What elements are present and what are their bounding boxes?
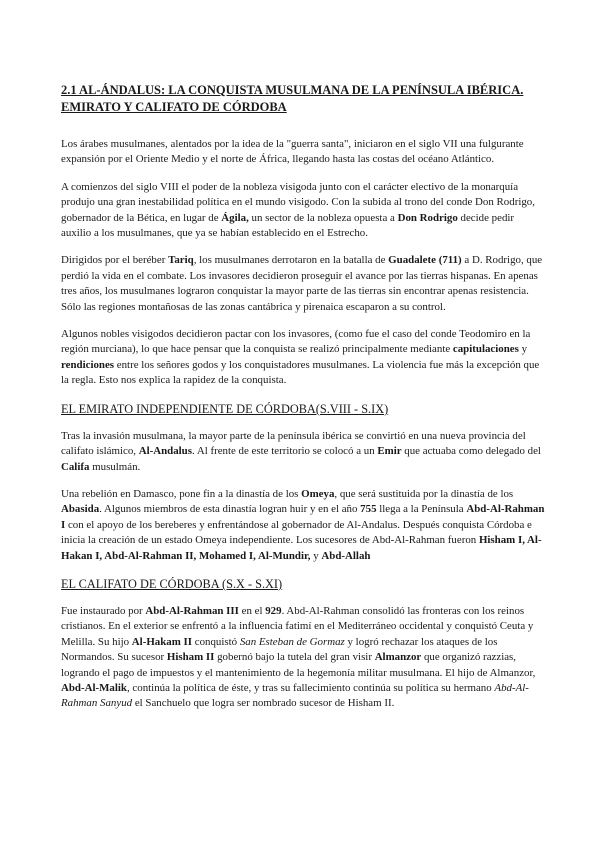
text: con el apoyo de los bereberes y enfrentándose al gobernador de Al-Andalus. Después conquista Córdoba e inicia la creación de un estado Omeya independiente. Los sucesores de Abd-Al-Rahman fueron xyxy=(61,518,532,547)
text: conquistó xyxy=(192,635,240,648)
bold-term: Tariq xyxy=(168,254,194,267)
document-page xyxy=(61,82,545,724)
text: y logró rechazar los ataques de los Normandos. Su sucesor xyxy=(61,635,498,664)
text: Fue instaurado por xyxy=(61,604,146,617)
text: Tras la invasión musulmana, la mayor parte de la península ibérica se convirtió en una nueva provincia del califato islámico, xyxy=(61,429,526,458)
italic-term: Abd-Al-Rahman Sanyud xyxy=(61,681,529,710)
italic-term: San Esteban de Gormaz xyxy=(239,635,345,648)
bold-term: Abd-Allah xyxy=(321,549,371,562)
text: y xyxy=(518,343,528,356)
text: , que será sustituida por la dinastía de los xyxy=(334,487,514,500)
text: Los árabes musulmanes, alentados por la idea de la "guerra santa", iniciaron en el siglo VII una fulgurante expansión por el Oriente Medio y el norte de África, llegando hasta las costas del océano Atlántico. xyxy=(61,138,524,166)
bold-term: capitulaciones xyxy=(452,343,519,356)
bold-term: Don Rodrigo xyxy=(397,211,458,224)
bold-term: Hisham I, Al-Hakan I, Abd-Al-Rahman II, Mohamed I, Al-Mundir, xyxy=(61,534,542,562)
bold-term: Califa xyxy=(61,460,90,473)
bold-term: Abd-Al-Rahman III xyxy=(145,604,239,617)
text: . Al frente de este territorio se colocó a un xyxy=(191,445,378,458)
text: , continúa la política de éste, y tras su fallecimiento continúa su política su hermano xyxy=(126,681,495,694)
text: Algunos nobles visigodos decidieron pactar con los invasores, (como fue el caso del conde Teodomiro en la región murciana), lo que hace pensar que la conquista se realizó principalmente mediante xyxy=(61,328,531,356)
text: musulmán. xyxy=(89,460,141,473)
text: llega a la Península xyxy=(376,503,467,516)
bold-term: Al-Hakam II xyxy=(131,635,193,648)
paragraph-visigoth-crisis xyxy=(61,180,545,242)
bold-term: Abd-Al-Rahman I xyxy=(61,503,545,531)
paragraph-omeya xyxy=(61,487,545,564)
text: gobernó bajo la tutela del gran visir xyxy=(214,651,375,664)
bold-term: 755 xyxy=(360,503,377,516)
text: que actuaba como delegado del xyxy=(401,445,541,458)
section-heading-califato: EL CALIFATO DE CÓRDOBA (S.X - S.XI) xyxy=(61,576,283,591)
paragraph-califato xyxy=(61,604,545,712)
text: Una rebelión en Damasco, pone fin a la dinastía de los xyxy=(61,487,302,500)
text: . Abd-Al-Rahman consolidó las fronteras con los reinos cristianos. En el exterior se enfrentó a la influencia fatimí en el Mediterráneo occidental y conquistó Ceuta y Melilla. Su hijo xyxy=(61,604,534,648)
paragraph-capitulaciones xyxy=(61,327,545,389)
bold-term: 929 xyxy=(265,604,282,617)
bold-term: Al-Andalus xyxy=(138,445,192,458)
document-title: 2.1 AL-ÁNDALUS: LA CONQUISTA MUSULMANA DE LA PENÍNSULA IBÉRICA. EMIRATO Y CALIFATO DE CÓRDOBA xyxy=(61,83,524,114)
text: entre los señores godos y los conquistadores musulmanes. La violencia fue más la excepción que la regla. Esto nos explica la rapidez de la conquista. xyxy=(61,358,540,387)
text: , los musulmanes derrotaron en la batalla de xyxy=(193,254,389,267)
text: un sector de la nobleza opuesta a xyxy=(248,211,398,224)
bold-term: Ágila, xyxy=(221,211,249,224)
text: A comienzos del siglo VIII el poder de la nobleza visigoda junto con el carácter electivo de la monarquía produjo una gran inestabilidad política en el mundo visigodo. Con la subida al trono del conde Don Rodrigo, gobernador de la Bética, en lugar de xyxy=(61,180,535,224)
text: y xyxy=(310,549,322,562)
bold-term: Hisham II xyxy=(166,651,215,664)
section-heading-emirato: EL EMIRATO INDEPENDIENTE DE CÓRDOBA(S.VIII - S.IX) xyxy=(61,401,389,416)
paragraph-al-andalus xyxy=(61,429,545,475)
text: Dirigidos por el beréber xyxy=(61,254,169,267)
bold-term: Emir xyxy=(377,445,402,458)
bold-term: Abasida xyxy=(61,503,100,516)
text: en el xyxy=(238,604,266,617)
text: el Sanchuelo que logra ser nombrado sucesor de Hisham II. xyxy=(132,697,395,710)
paragraph-guadalete xyxy=(61,253,545,315)
bold-term: rendiciones xyxy=(61,358,115,371)
text: decide pedir auxilio a los musulmanes, que ya se habían establecido en el Estrecho. xyxy=(61,211,515,240)
text: . Algunos miembros de esta dinastía logran huir y en el año xyxy=(99,503,361,516)
bold-term: Omeya xyxy=(301,487,335,500)
paragraph-arab-expansion xyxy=(61,137,545,168)
bold-term: Abd-Al-Malik xyxy=(61,681,127,694)
bold-term: Guadalete (711) xyxy=(388,254,462,267)
text: a D. Rodrigo, que perdió la vida en el combate. Los invasores decidieron proseguir el avance por las tierras hispanas. En apenas tres años, los musulmanes lograron conquistar la mayor parte de las tierras sin encontrar apenas resistencia. Sólo las regiones montañosas de las zonas cantábrica y pirenaica escaparon a su control. xyxy=(61,254,543,313)
bold-term: Almanzor xyxy=(374,651,422,664)
text: que organizó razzias, logrando el pago de impuestos y el mantenimiento de la hegemonía militar musulmana. El hijo de Almanzor, xyxy=(61,651,536,679)
